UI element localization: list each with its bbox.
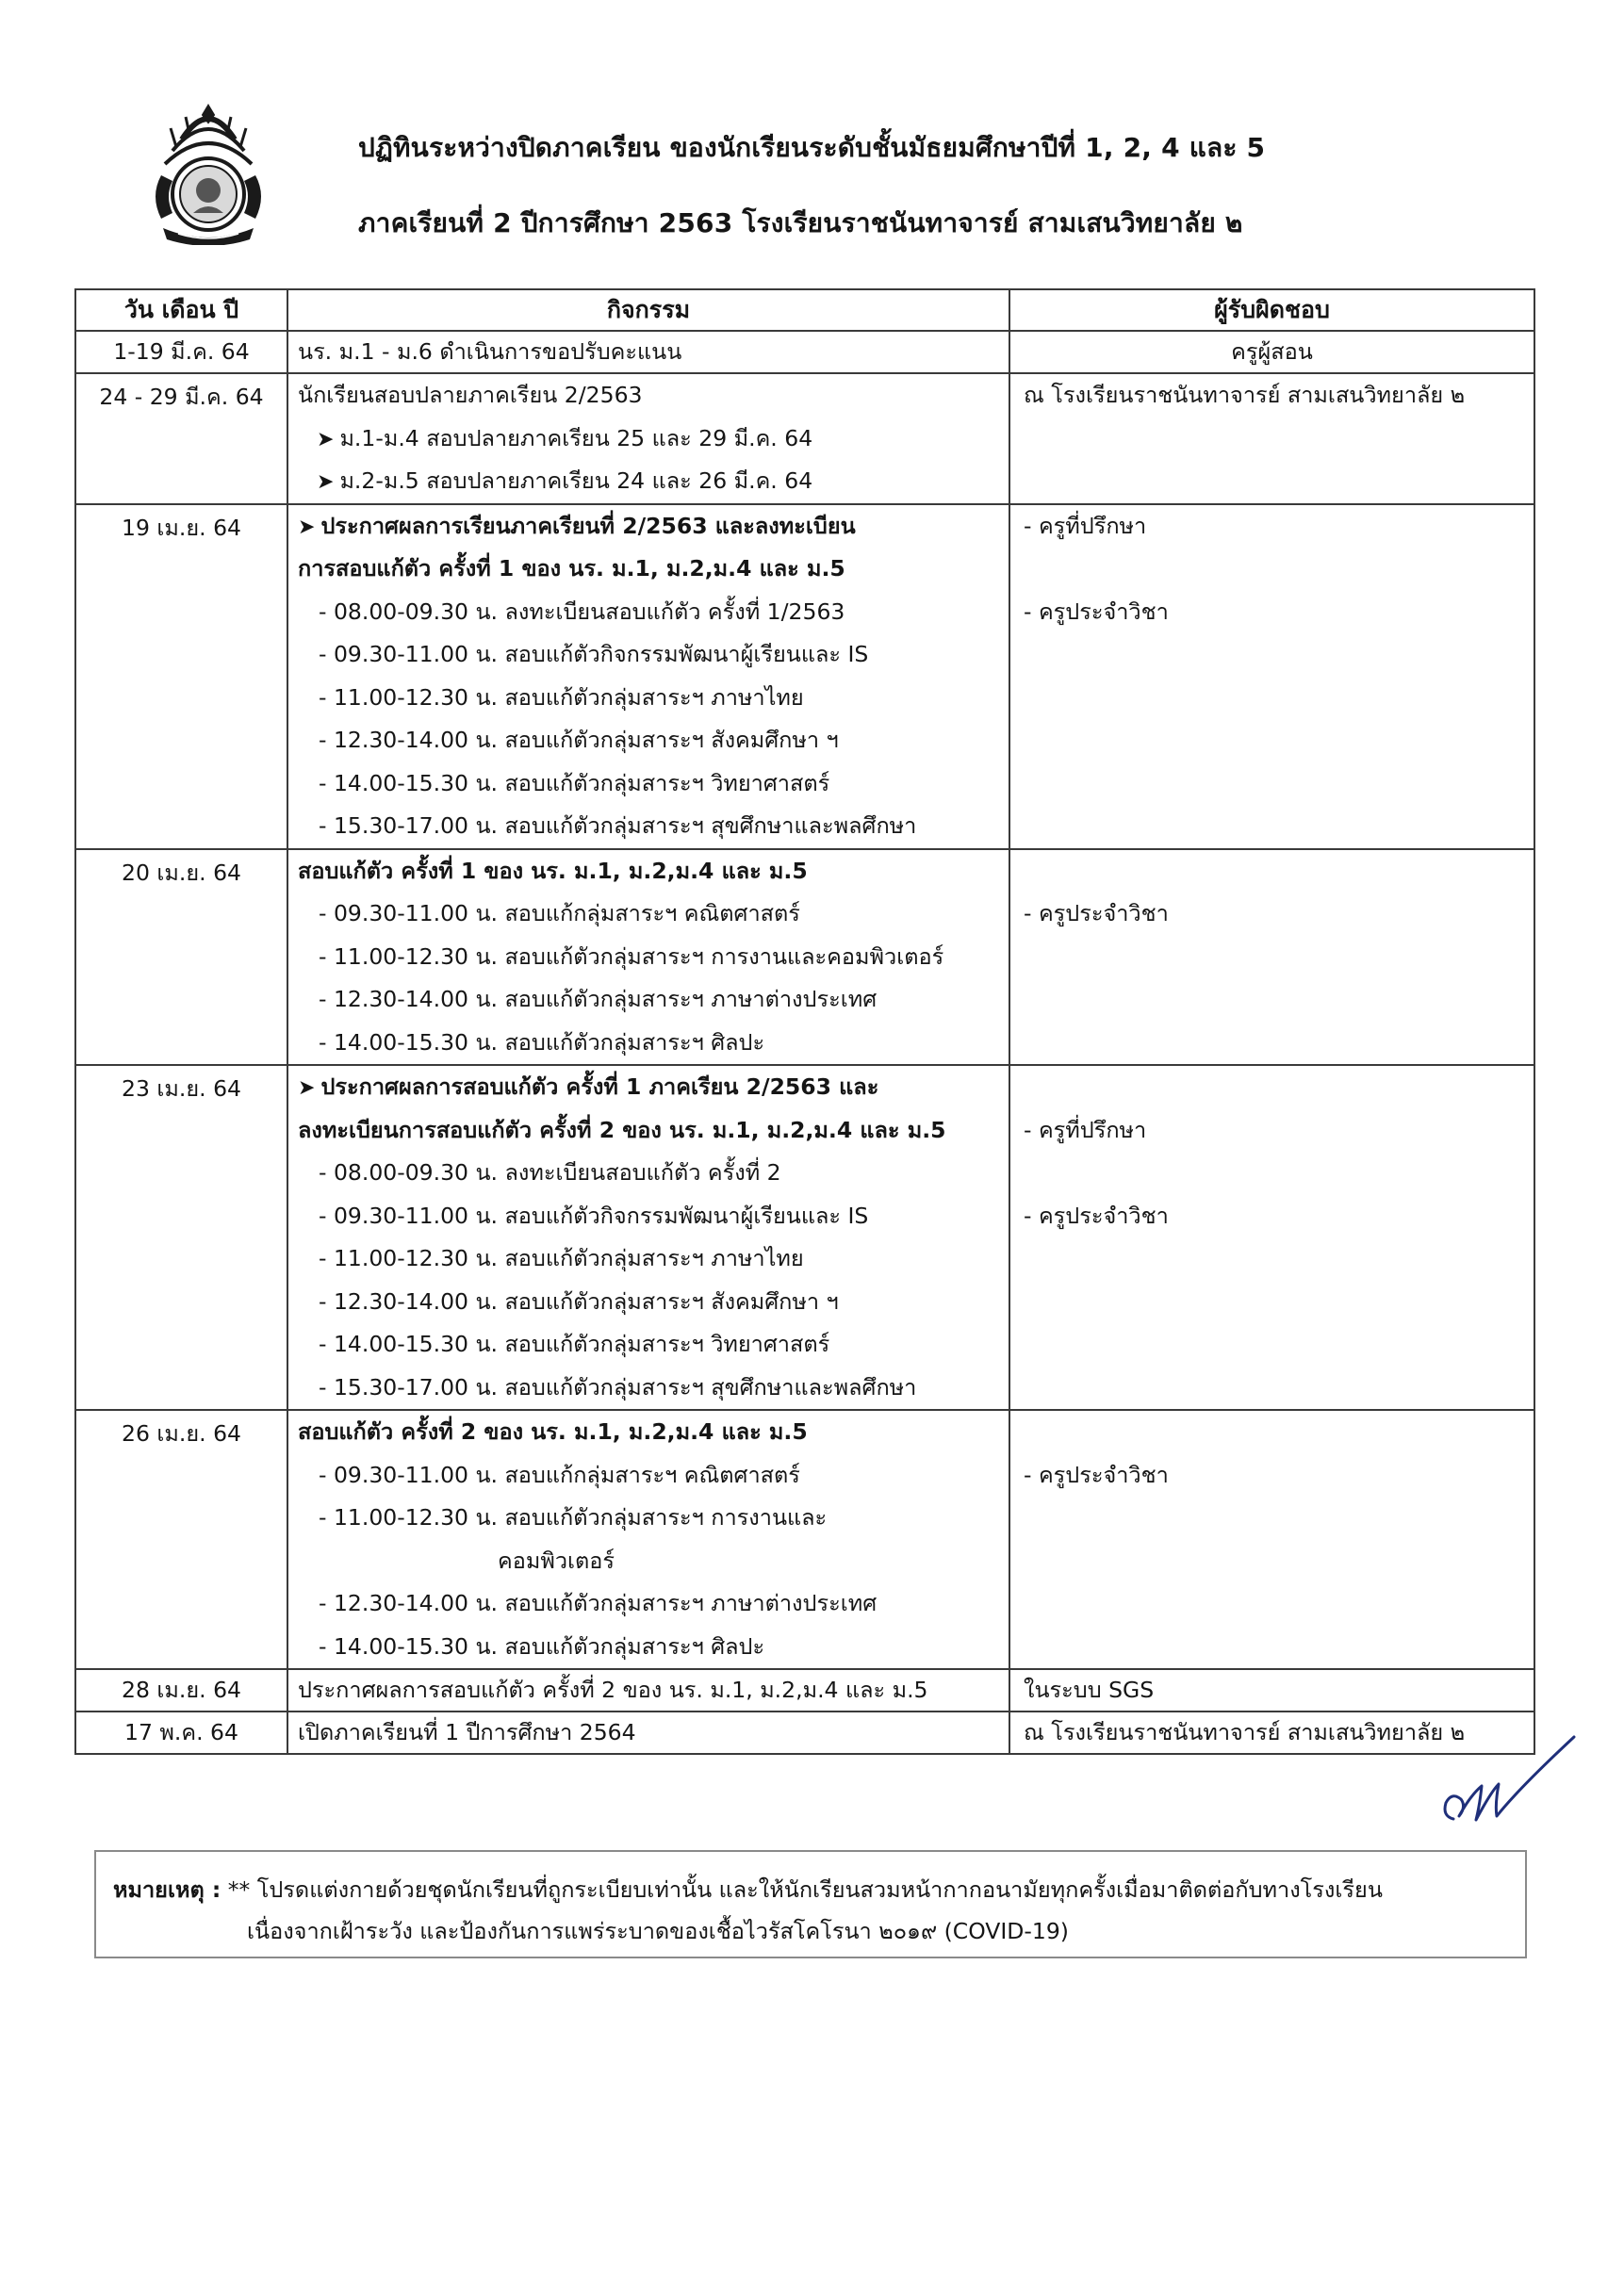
document-subtitle: ภาคเรียนที่ 2 ปีการศึกษา 2563 โรงเรียนราชนันทาจารย์ สามเสนวิทยาลัย ๒	[358, 207, 1243, 238]
activity-line: - 12.30-14.00 น. สอบแก้ตัวกลุ่มสาระฯ ภาษาต่างประเทศ	[319, 1590, 878, 1616]
activity-text: ประกาศผลการสอบแก้ตัว ครั้งที่ 1 ภาคเรียน 2/2563 และ	[320, 1073, 879, 1100]
table-row	[75, 504, 1534, 849]
activity-line: นักเรียนสอบปลายภาคเรียน 2/2563	[298, 382, 643, 408]
activity-line: คอมพิวเตอร์	[498, 1547, 615, 1574]
responsible-text: - ครูประจำวิชา	[1024, 900, 1169, 926]
activity-line: - 15.30-17.00 น. สอบแก้ตัวกลุ่มสาระฯ สุขศึกษาและพลศึกษา	[319, 1373, 917, 1400]
row-date: 23 เม.ย. 64	[122, 1075, 241, 1102]
signature-icon	[1433, 1729, 1583, 1833]
activity-heading: สอบแก้ตัว ครั้งที่ 1 ของ นร. ม.1, ม.2,ม.4 และ ม.5	[298, 857, 808, 884]
activity-line: - 11.00-12.30 น. สอบแก้ตัวกลุ่มสาระฯ การงานและ	[319, 1504, 828, 1531]
arrow-bullet-icon: ➤	[298, 1076, 316, 1100]
activity-line: - 14.00-15.30 น. สอบแก้ตัวกลุ่มสาระฯ วิทยาศาสตร์	[319, 1331, 830, 1357]
row-date: 19 เม.ย. 64	[122, 514, 241, 541]
row-date: 20 เม.ย. 64	[122, 859, 241, 886]
activity-heading	[288, 1066, 1009, 1109]
activity-line: - 15.30-17.00 น. สอบแก้ตัวกลุ่มสาระฯ สุขศึกษาและพลศึกษา	[319, 812, 917, 839]
table-row	[75, 1669, 1534, 1712]
arrow-bullet-icon: ➤	[298, 515, 316, 539]
remark-label: หมายเหตุ :	[113, 1876, 221, 1903]
arrow-bullet-icon: ➤	[317, 470, 335, 494]
responsible-text: - ครูประจำวิชา	[1024, 598, 1169, 625]
activity-heading: การสอบแก้ตัว ครั้งที่ 1 ของ นร. ม.1, ม.2,ม.4 และ ม.5	[298, 555, 845, 581]
table-row	[75, 331, 1534, 373]
activity-line: - 12.30-14.00 น. สอบแก้ตัวกลุ่มสาระฯ สังคมศึกษา ฯ	[319, 727, 839, 753]
activity-line: - 14.00-15.30 น. สอบแก้ตัวกลุ่มสาระฯ วิทยาศาสตร์	[319, 769, 830, 796]
row-date: 26 เม.ย. 64	[122, 1420, 241, 1447]
activity-line: - 09.30-11.00 น. สอบแก้ตัวกิจกรรมพัฒนาผู้เรียนและ IS	[319, 1202, 869, 1229]
row-date: 28 เม.ย. 64	[122, 1677, 241, 1703]
activity-heading	[288, 505, 1009, 549]
activity-text: ม.1-ม.4 สอบปลายภาคเรียน 25 และ 29 มี.ค. 64	[339, 424, 813, 451]
activity-line: - 11.00-12.30 น. สอบแก้ตัวกลุ่มสาระฯ ภาษาไทย	[319, 683, 804, 711]
responsible-text: - ครูประจำวิชา	[1024, 1202, 1169, 1229]
activity-line: - 09.30-11.00 น. สอบแก้ตัวกิจกรรมพัฒนาผู้เรียนและ IS	[319, 641, 869, 667]
activity-line: นร. ม.1 - ม.6 ดำเนินการขอปรับคะแนน	[298, 338, 682, 365]
responsible-text: ณ โรงเรียนราชนันทาจารย์ สามเสนวิทยาลัย ๒	[1024, 382, 1466, 408]
responsible-text: - ครูประจำวิชา	[1024, 1461, 1169, 1488]
column-header-date: วัน เดือน ปี	[75, 289, 287, 331]
table-row	[75, 1065, 1534, 1410]
responsible-text: - ครูที่ปรึกษา	[1024, 512, 1147, 539]
activity-line: - 09.30-11.00 น. สอบแก้กลุ่มสาระฯ คณิตศาสตร์	[319, 900, 800, 926]
activity-heading: สอบแก้ตัว ครั้งที่ 2 ของ นร. ม.1, ม.2,ม.4 และ ม.5	[298, 1418, 808, 1445]
activity-line: - 12.30-14.00 น. สอบแก้ตัวกลุ่มสาระฯ ภาษาต่างประเทศ	[319, 986, 878, 1012]
row-date: 1-19 มี.ค. 64	[113, 338, 250, 365]
arrow-bullet-icon: ➤	[317, 427, 335, 451]
responsible-text: ในระบบ SGS	[1024, 1677, 1155, 1703]
responsible-text: ณ โรงเรียนราชนันทาจารย์ สามเสนวิทยาลัย ๒	[1024, 1719, 1466, 1745]
column-header-responsible: ผู้รับผิดชอบ	[1009, 289, 1534, 331]
document-title: ปฏิทินระหว่างปิดภาคเรียน ของนักเรียนระดับชั้นมัธยมศึกษาปีที่ 1, 2, 4 และ 5	[358, 132, 1266, 163]
table-row	[75, 373, 1534, 504]
activity-line: ประกาศผลการสอบแก้ตัว ครั้งที่ 2 ของ นร. ม.1, ม.2,ม.4 และ ม.5	[298, 1677, 928, 1703]
table-header-row	[75, 289, 1534, 331]
remark-text: ** โปรดแต่งกายด้วยชุดนักเรียนที่ถูกระเบียบเท่านั้น และให้นักเรียนสวมหน้ากากอนามัยทุกครั้งเมื่อมาติดต่อกับทางโรงเรียน	[227, 1876, 1383, 1903]
school-crest-icon	[144, 102, 272, 245]
remark-box	[94, 1850, 1527, 1958]
activity-line: - 14.00-15.30 น. สอบแก้ตัวกลุ่มสาระฯ ศิลปะ	[319, 1028, 765, 1056]
column-header-activity: กิจกรรม	[287, 289, 1009, 331]
activity-bullet	[288, 418, 1009, 461]
responsible-text: - ครูที่ปรึกษา	[1024, 1116, 1147, 1143]
remark-line-2: เนื่องจากเฝ้าระวัง และป้องกันการแพร่ระบาดของเชื้อไวรัสโคโรนา ๒๐๑๙ (COVID-19)	[247, 1918, 1069, 1944]
activity-line: - 08.00-09.30 น. ลงทะเบียนสอบแก้ตัว ครั้งที่ 1/2563	[319, 598, 845, 625]
activity-line: - 09.30-11.00 น. สอบแก้กลุ่มสาระฯ คณิตศาสตร์	[319, 1461, 800, 1488]
table-row	[75, 849, 1534, 1066]
activity-line: - 14.00-15.30 น. สอบแก้ตัวกลุ่มสาระฯ ศิลปะ	[319, 1632, 765, 1660]
activity-line: - 11.00-12.30 น. สอบแก้ตัวกลุ่มสาระฯ ภาษาไทย	[319, 1245, 804, 1271]
activity-text: ม.2-ม.5 สอบปลายภาคเรียน 24 และ 26 มี.ค. 64	[339, 467, 813, 494]
activity-heading: ลงทะเบียนการสอบแก้ตัว ครั้งที่ 2 ของ นร. ม.1, ม.2,ม.4 และ ม.5	[298, 1116, 946, 1143]
activity-line: - 08.00-09.30 น. ลงทะเบียนสอบแก้ตัว ครั้งที่ 2	[319, 1159, 781, 1186]
activity-line: - 11.00-12.30 น. สอบแก้ตัวกลุ่มสาระฯ การงานและคอมพิวเตอร์	[319, 942, 944, 970]
schedule-table	[74, 288, 1535, 1755]
row-date: 24 - 29 มี.ค. 64	[99, 384, 264, 410]
activity-text: ประกาศผลการเรียนภาคเรียนที่ 2/2563 และลงทะเบียน	[320, 512, 856, 539]
table-row	[75, 1712, 1534, 1754]
activity-line: - 12.30-14.00 น. สอบแก้ตัวกลุ่มสาระฯ สังคมศึกษา ฯ	[319, 1287, 839, 1315]
remark-line-1	[113, 1873, 1383, 1908]
activity-line: เปิดภาคเรียนที่ 1 ปีการศึกษา 2564	[298, 1719, 636, 1745]
activity-bullet	[288, 460, 1009, 503]
row-date: 17 พ.ค. 64	[124, 1719, 238, 1745]
table-row	[75, 1410, 1534, 1669]
responsible-text: ครูผู้สอน	[1231, 338, 1313, 365]
